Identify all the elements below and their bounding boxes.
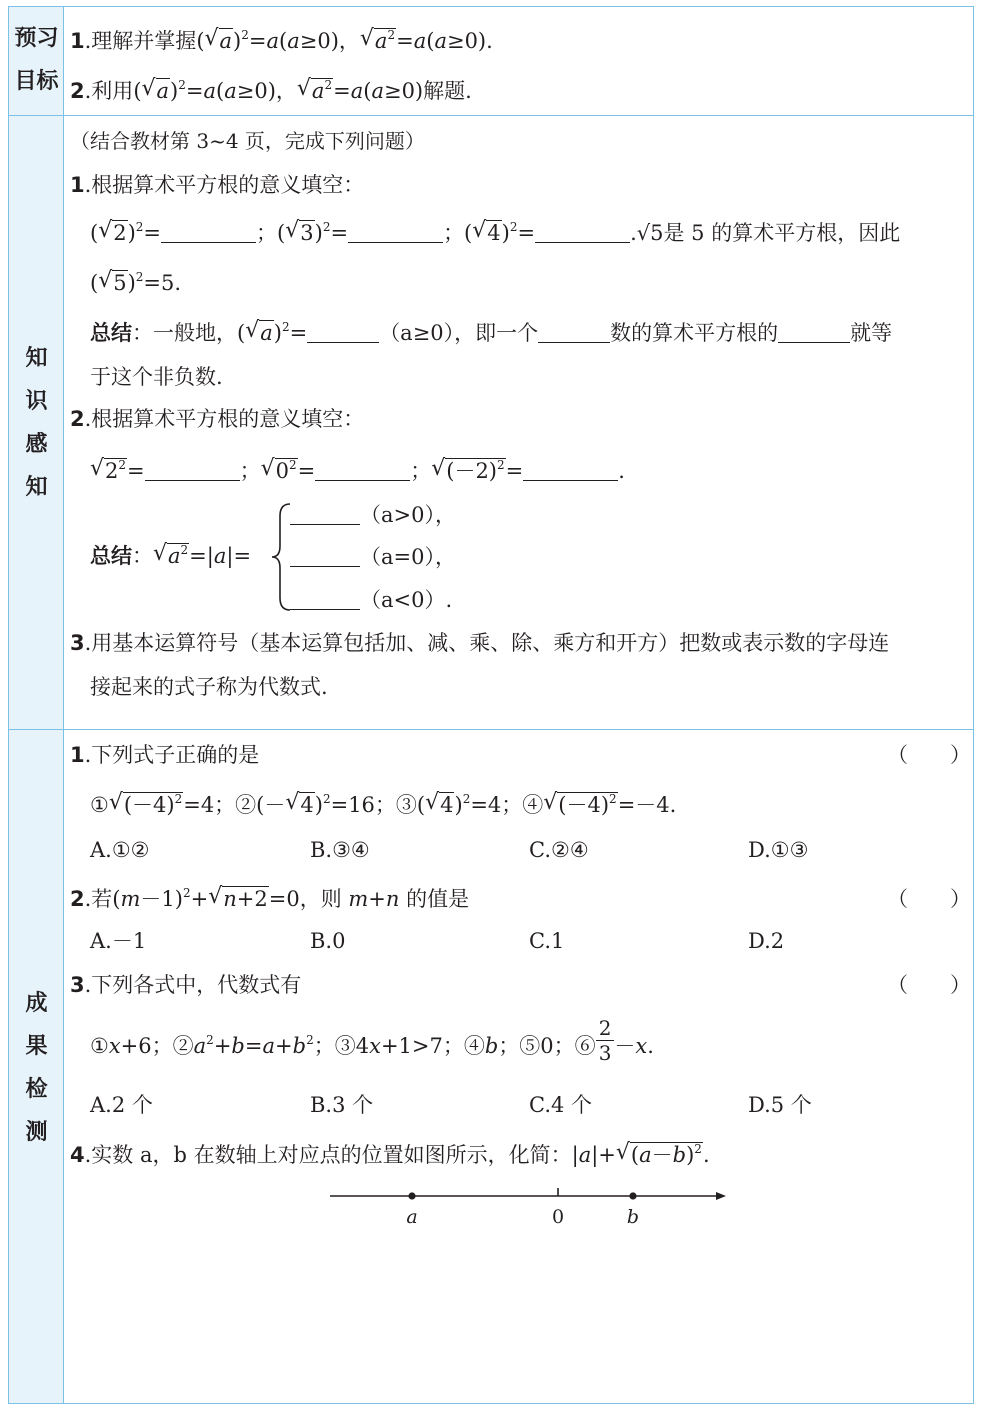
blank[interactable] — [778, 324, 850, 343]
option-a[interactable]: A.2 个 — [90, 1093, 153, 1117]
case-zero: （a=0）， — [290, 542, 456, 572]
option-d[interactable]: D.5 个 — [748, 1093, 812, 1117]
option-b[interactable]: B.③④ — [310, 838, 370, 862]
knowledge-q3-line2: 接起来的式子称为代数式. — [90, 675, 328, 699]
label-a: a — [406, 1206, 418, 1228]
blank[interactable] — [535, 224, 630, 243]
knowledge-q1: 1.根据算术平方根的意义填空： — [70, 173, 365, 197]
blank[interactable] — [538, 324, 610, 343]
case-positive: （a>0）， — [290, 500, 456, 530]
option-d[interactable]: D.①③ — [748, 838, 809, 862]
test-q4: 4.实数 a，b 在数轴上对应点的位置如图所示，化简：|a|+√ $(a-b)^2$. — [70, 1140, 710, 1170]
divider-knowledge — [9, 729, 973, 730]
option-a[interactable]: A.－1 — [90, 929, 147, 953]
knowledge-intro: （结合教材第 3~4 页，完成下列问题） — [70, 129, 425, 153]
test-q3: 3.下列各式中，代数式有 — [70, 973, 302, 997]
goal-2: 2.利用(√ a)$^2$=a(a≥0)，√ $a^2=a(a\ge 0)$解题. — [70, 76, 472, 106]
knowledge-q3: 3.用基本运算符号（基本运算包括加、减、乘、除、乘方和开方）把数或表示数的字母连 — [70, 631, 890, 655]
test-q1: 1.下列式子正确的是 — [70, 743, 260, 767]
answer-paren-3[interactable]: （ ） — [887, 973, 971, 997]
option-a[interactable]: A.①② — [90, 838, 150, 862]
knowledge-summary-1-line2: 于这个非负数. — [90, 365, 223, 389]
blank[interactable] — [307, 324, 379, 343]
section-label-column — [9, 7, 64, 1403]
test-q3-expressions: ①x+6；$②a^2+b=a+b^2$；③4x+1>7；④b；⑤0；⑥ $\frac{2}{3}$ －x. — [90, 1016, 654, 1065]
blank[interactable] — [290, 548, 360, 567]
label-zero: 0 — [551, 1206, 565, 1228]
blank[interactable] — [290, 591, 360, 610]
section-label-test: 成 果 检 测 — [25, 991, 48, 1145]
test-q2: 2.若$(m-1)^2+√$ n+2=0，则 m+n 的值是 — [70, 884, 469, 914]
knowledge-q2-blanks: √ $2^2=$ ；√ $0^2=$ ；√ $(-2)^2=$ . — [90, 456, 625, 486]
knowledge-q1-line2: (√ 5)$^2$=5. — [90, 268, 181, 298]
blank[interactable] — [523, 462, 618, 481]
blank[interactable] — [290, 506, 360, 525]
point-a — [408, 1192, 415, 1199]
option-c[interactable]: C.1 — [529, 929, 565, 953]
number-line — [322, 1178, 732, 1238]
blank[interactable] — [315, 462, 410, 481]
knowledge-q2: 2.根据算术平方根的意义填空： — [70, 407, 365, 431]
option-d[interactable]: D.2 — [748, 929, 785, 953]
knowledge-summary-2: 总结：√ $a^2=|a|=$ — [90, 541, 251, 571]
blank[interactable] — [145, 462, 240, 481]
knowledge-summary-1: 总结：一般地，(√ a)$^2$= （a≥0），即一个 数的算术平方根的 就等 — [90, 318, 892, 348]
answer-paren-2[interactable]: （ ） — [887, 887, 971, 911]
brace-icon — [270, 502, 292, 612]
test-q1-statements: ①√ $(-4)^2=4$；②(－√ 4)$^2$=16；③(√ 4)$^2$=4；④√ $(-4)^2=-4$. — [90, 790, 676, 820]
case-negative: （a<0）. — [290, 585, 452, 615]
section-label-goals: 预习 目标 — [14, 26, 59, 94]
option-c[interactable]: C.②④ — [529, 838, 589, 862]
option-b[interactable]: B.0 — [310, 929, 346, 953]
option-b[interactable]: B.3 个 — [310, 1093, 374, 1117]
label-b: b — [626, 1206, 640, 1228]
point-b — [629, 1192, 636, 1199]
goal-1: 1.理解并掌握(√ a)$^2$=a(a≥0)，√ $a^2=a(a\ge 0)$. — [70, 26, 493, 56]
divider-goals — [9, 115, 973, 116]
arrow-icon — [716, 1192, 726, 1200]
blank[interactable] — [348, 224, 443, 243]
option-c[interactable]: C.4 个 — [529, 1093, 593, 1117]
answer-paren-1[interactable]: （ ） — [887, 743, 971, 767]
blank[interactable] — [161, 224, 256, 243]
section-label-knowledge: 知 识 感 知 — [25, 346, 48, 500]
knowledge-q1-blanks: (√ 2)$^2$= ；(√ 3)$^2$= ；(√ 4)$^2$= .√5是 5 的算术平方根，因此 — [90, 218, 900, 248]
